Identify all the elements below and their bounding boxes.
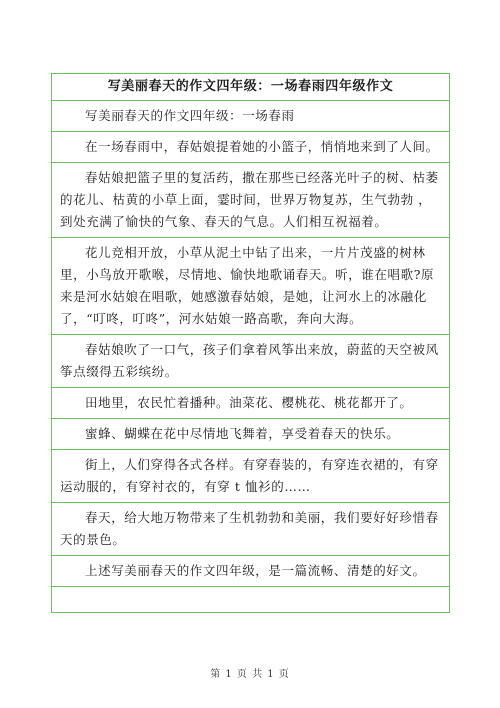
empty-row xyxy=(52,587,449,613)
document-table xyxy=(51,73,450,613)
paragraph: 春姑娘把篮子里的复活药，撒在那些已经落光叶子的树、枯萎的花儿、枯黄的小草上面，霎时间，世界万物复苏，生气勃勃 ，到处充满了愉快的气象、春天的气息。人们相互祝福着。 xyxy=(52,163,449,238)
document-title: 写美丽春天的作文四年级：一场春雨四年级作文 xyxy=(52,74,449,101)
paragraph-subtitle: 写美丽春天的作文四年级：一场春雨 xyxy=(52,101,449,132)
paragraph: 春姑娘吹了一口气，孩子们拿着风筝出来放，蔚蓝的天空被风筝点缀得五彩缤纷。 xyxy=(52,335,449,388)
paragraph-summary: 上述写美丽春天的作文四年级，是一篇流畅、清楚的好文。 xyxy=(52,556,449,587)
paragraph: 在一场春雨中，春姑娘提着她的小篮子，悄悄地来到了人间。 xyxy=(52,132,449,163)
page-number: 第 1 页 共 1 页 xyxy=(210,669,290,680)
paragraph: 街上，人们穿得各式各样。有穿春装的，有穿连衣裙的，有穿运动服的，有穿衬衣的，有穿 t 恤衫的…… xyxy=(52,450,449,503)
paragraph: 春天，给大地万物带来了生机勃勃和美丽，我们要好好珍惜春天的景色。 xyxy=(52,503,449,556)
paragraph: 花儿竞相开放，小草从泥土中钻了出来，一片片茂盛的树林里，小鸟放开歌喉，尽情地、愉快地歌诵春天。听，谁在唱歌?原来是河水姑娘在唱歌，她感激春姑娘，是她，让河水上的冰融化了，“叮咚，叮咚”，河水姑娘一路高歌，奔向大海。 xyxy=(52,238,449,335)
paragraph: 田地里，农民忙着播种。油菜花、樱桃花、桃花都开了。 xyxy=(52,388,449,419)
paragraph: 蜜蜂、蝴蝶在花中尽情地飞舞着，享受着春天的快乐。 xyxy=(52,419,449,450)
